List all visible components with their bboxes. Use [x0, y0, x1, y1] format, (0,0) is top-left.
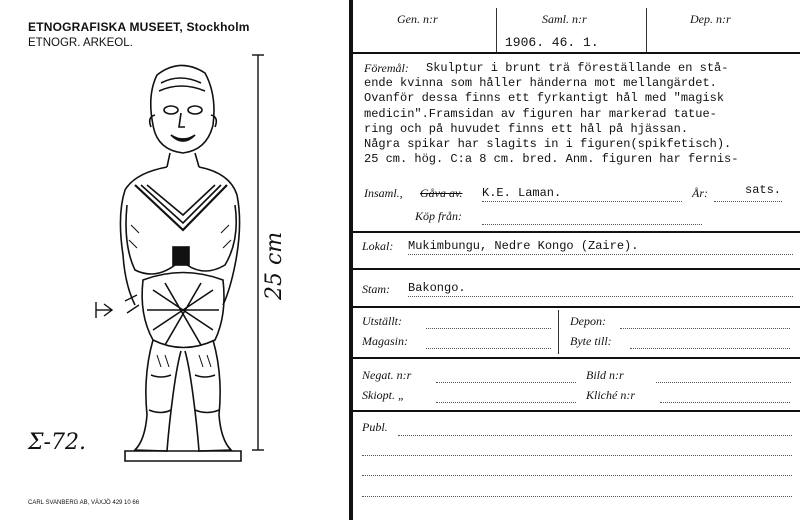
department-label: ETNOGR. ARKEOL.	[28, 37, 133, 49]
gava-struck: Gåva av.	[420, 186, 463, 200]
stam-value: Bakongo.	[408, 281, 466, 295]
bild-label: Bild n:r	[586, 368, 624, 382]
skiopt-label: Skiopt. „	[362, 388, 405, 402]
byte-line	[630, 348, 790, 349]
kliche-label: Kliché n:r	[586, 388, 635, 402]
object-description: Skulptur i brunt trä föreställande en stå- ende kvinna som håller händerna mot mellangärdet. Ovanför dessa finns ett fyrkantigt hål med "magisk medicin".Framsidan av figuren har markerad tatue- ring och på huvudet finns ett hål på hjässan. Några spikar har slagits in i figuren(spikfetisch). 25 cm. hög. C:a 8 cm. bred. Anm. figuren har fernis-	[364, 61, 739, 167]
saml-label: Saml. n:r	[542, 12, 587, 26]
museum-title: ETNOGRAFISKA MUSEET,	[28, 20, 183, 34]
row-divider	[353, 231, 800, 233]
insaml-line	[482, 201, 682, 202]
gen-label: Gen. n:r	[397, 12, 438, 26]
row-divider	[353, 52, 800, 54]
magasin-line	[426, 348, 551, 349]
publ-line	[398, 435, 792, 436]
row-divider	[353, 306, 800, 308]
publ-line	[362, 475, 792, 476]
museum-city: Stockholm	[186, 20, 250, 34]
catalog-mark: Σ-72.	[28, 430, 86, 455]
kliche-line	[660, 402, 790, 403]
stam-label: Stam:	[362, 282, 390, 296]
lokal-label: Lokal:	[362, 239, 394, 253]
utstallt-label: Utställt:	[362, 314, 403, 328]
kop-line	[482, 224, 702, 225]
divider	[646, 8, 647, 52]
kop-label: Köp från:	[415, 209, 463, 223]
height-annotation: 25 cm	[262, 231, 287, 300]
magasin-label: Magasin:	[362, 334, 408, 348]
utstallt-line	[426, 328, 551, 329]
stam-line	[408, 296, 793, 297]
divider	[496, 8, 497, 52]
depon-label: Depon:	[570, 314, 606, 328]
dep-label: Dep. n:r	[690, 12, 731, 26]
negat-label: Negat. n:r	[362, 368, 412, 382]
card-left-border	[349, 0, 353, 520]
insaml-value: K.E. Laman.	[482, 186, 562, 200]
byte-label: Byte till:	[570, 334, 612, 348]
bild-line	[656, 382, 791, 383]
row-divider	[353, 357, 800, 359]
lokal-value: Mukimbungu, Nedre Kongo (Zaire).	[408, 239, 639, 253]
ar-line	[714, 201, 782, 202]
row-divider	[353, 268, 800, 270]
insaml-label: Insaml.,	[364, 186, 403, 200]
negat-line	[436, 382, 576, 383]
description-continuation: sats.	[745, 183, 782, 197]
foremal-label: Föremål:	[364, 61, 409, 75]
publ-line	[362, 455, 792, 456]
skiopt-line	[436, 402, 576, 403]
publ-line	[362, 496, 792, 497]
saml-value: 1906. 46. 1.	[505, 35, 599, 50]
printer-line: CARL SVANBERG AB, VÄXJÖ 429 10 66	[28, 500, 140, 506]
depon-line	[620, 328, 790, 329]
lokal-line	[408, 254, 793, 255]
illustration-panel	[0, 0, 345, 520]
ar-label: År:	[692, 186, 708, 200]
divider	[558, 310, 559, 354]
row-divider	[353, 410, 800, 412]
publ-label: Publ.	[362, 420, 388, 434]
